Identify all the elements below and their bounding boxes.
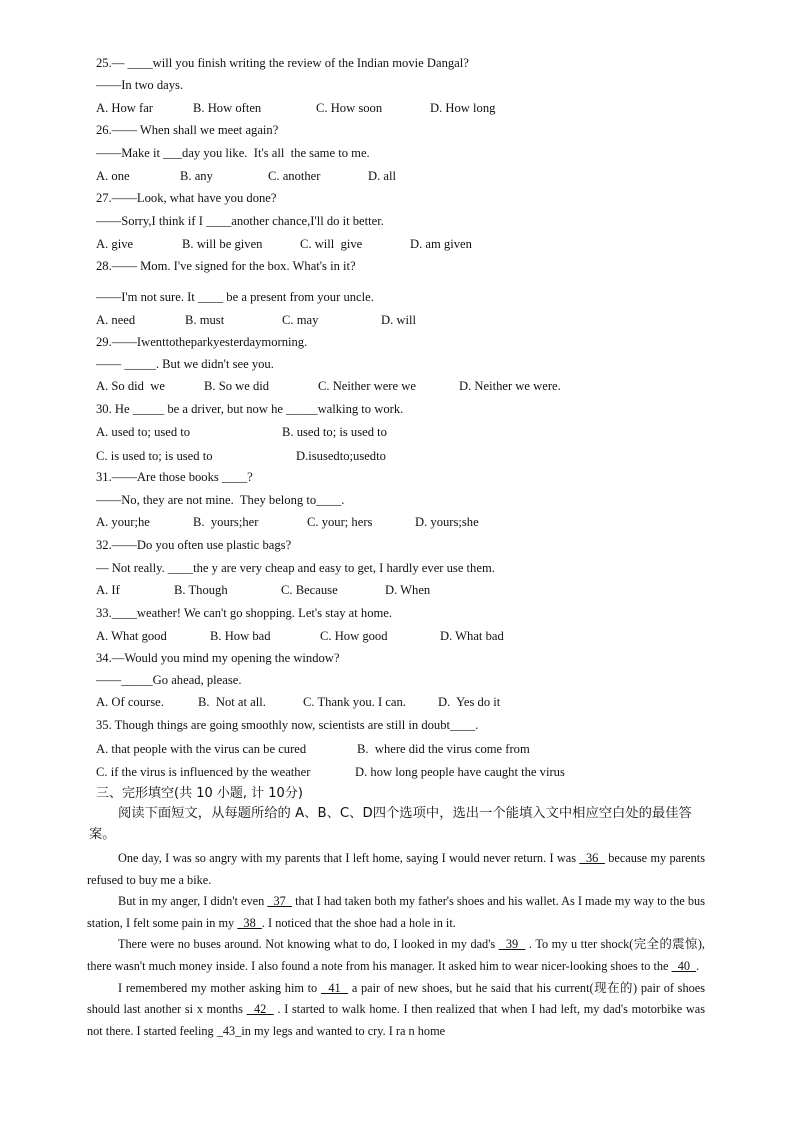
q30-option-b: B. used to; is used to: [282, 425, 387, 439]
section-heading: 三、完形填空(共 10 小题, 计 10分): [96, 786, 303, 801]
q31-stem: 31.——Are those books ____?: [96, 470, 253, 484]
q27-option-d: D. am given: [410, 237, 472, 251]
q30-option-c: C. is used to; is used to: [96, 449, 213, 463]
paragraph-text: .: [696, 958, 700, 973]
q33-stem: 33.____weather! We can't go shopping. Let's stay at home.: [96, 606, 393, 620]
q25-option-a: A. How far: [96, 101, 154, 115]
q35-option-b: B. where did the virus come from: [357, 742, 530, 756]
paragraph-text: . I started to walk home. I then realized that when I had left, my dad's motorbike was not there. I started feeling _43_in my legs and wanted to cry. I ra n home: [87, 1002, 706, 1038]
paragraph-text: . I noticed that the shoe had a hole in it.: [261, 915, 456, 930]
q25-reply: ——In two days.: [96, 78, 184, 92]
q30-stem: 30. He _____ be a driver, but now he _____walking to work.: [96, 402, 404, 416]
passage-paragraph-1: [87, 848, 705, 891]
q35-option-a: A. that people with the virus can be cured: [96, 742, 307, 756]
q25-stem: 25.— ____will you finish writing the review of the Indian movie Dangal?: [96, 56, 469, 70]
q26-option-c: C. another: [268, 169, 321, 183]
paragraph-text: I remembered my mother asking him to: [118, 980, 321, 995]
cloze-passage: [87, 848, 705, 1042]
q25-option-c: C. How soon: [316, 101, 383, 115]
q29-stem: 29.——Iwenttotheparkyesterdaymorning.: [96, 335, 308, 349]
q33-option-a: A. What good: [96, 629, 167, 643]
q25-option-d: D. How long: [430, 101, 496, 115]
q34-stem: 34.—Would you mind my opening the window?: [96, 651, 340, 665]
q29-option-b: B. So we did: [204, 379, 270, 393]
q26-reply: ——Make it ___day you like. It's all the same to me.: [96, 146, 370, 160]
q28-option-c: C. may: [282, 313, 319, 327]
q31-option-b: B. yours;her: [193, 515, 259, 529]
q29-option-a: A. So did we: [96, 379, 165, 393]
paragraph-text: One day, I was so angry with my parents that I left home, saying I would never return. I was: [118, 851, 580, 865]
blank-41[interactable]: 41: [320, 980, 349, 995]
q32-option-c: C. Because: [281, 583, 338, 597]
paragraph-text: because my parents refused to buy me a bike.: [87, 851, 705, 887]
blank-39[interactable]: 39: [498, 937, 526, 952]
q30-option-a: A. used to; used to: [96, 425, 191, 439]
q27-option-a: A. give: [96, 237, 134, 251]
q29-option-c: C. Neither were we: [318, 379, 416, 393]
section-instructions: 阅读下面短文，从每题所给的 A、B、C、D四个选项中，选出一个能填入文中相应空白处的最佳答案。: [89, 806, 692, 842]
q35-stem: 35. Though things are going smoothly now, scientists are still in doubt____.: [96, 718, 479, 732]
paragraph-text: . To my u tter shock(完全的震惊), there wasn't much money inside. I also found a note from his manager. It asked him to wear nicer-looking shoes to the: [87, 937, 705, 973]
passage-paragraph-2: [87, 891, 705, 934]
q34-option-d: D. Yes do it: [438, 695, 501, 709]
q28-option-b: B. must: [185, 313, 225, 327]
q29-option-d: D. Neither we were.: [459, 379, 561, 393]
q28-stem: 28.—— Mom. I've signed for the box. What's in it?: [96, 259, 356, 273]
q26-option-d: D. all: [368, 169, 396, 183]
q25-option-b: B. How often: [193, 101, 262, 115]
blank-36[interactable]: 36: [579, 851, 605, 865]
q31-reply: ——No, they are not mine. They belong to____.: [96, 493, 345, 507]
blank-38[interactable]: 38: [237, 915, 262, 930]
passage-paragraph-3: [87, 934, 705, 977]
q34-reply: ——_____Go ahead, please.: [96, 673, 242, 687]
q33-option-d: D. What bad: [440, 629, 504, 643]
q32-option-d: D. When: [385, 583, 431, 597]
q26-option-a: A. one: [96, 169, 130, 183]
q34-option-b: B. Not at all.: [198, 695, 266, 709]
passage-paragraph-4: [87, 978, 705, 1043]
q30-option-d: D.isusedto;usedto: [296, 449, 386, 463]
q35-option-d: D. how long people have caught the virus: [355, 765, 565, 779]
blank-40[interactable]: 40: [671, 958, 697, 973]
q33-option-b: B. How bad: [210, 629, 271, 643]
q29-reply: —— _____. But we didn't see you.: [96, 357, 274, 371]
q32-stem: 32.——Do you often use plastic bags?: [96, 538, 292, 552]
q32-reply: — Not really. ____the y are very cheap and easy to get, I hardly ever use them.: [96, 561, 495, 575]
q35-option-c: C. if the virus is influenced by the weather: [96, 765, 311, 779]
q34-option-a: A. Of course.: [96, 695, 164, 709]
q33-option-c: C. How good: [320, 629, 388, 643]
q28-option-d: D. will: [381, 313, 416, 327]
q32-option-a: A. If: [96, 583, 120, 597]
q27-reply: ——Sorry,I think if I ____another chance,I'll do it better.: [96, 214, 384, 228]
q26-stem: 26.—— When shall we meet again?: [96, 123, 279, 137]
q26-option-b: B. any: [180, 169, 213, 183]
q27-stem: 27.——Look, what have you done?: [96, 191, 277, 205]
q34-option-c: C. Thank you. I can.: [303, 695, 406, 709]
q27-option-c: C. will give: [300, 237, 363, 251]
q28-reply: ——I'm not sure. It ____ be a present from your uncle.: [96, 290, 374, 304]
q31-option-c: C. your; hers: [307, 515, 373, 529]
q31-option-d: D. yours;she: [415, 515, 479, 529]
q27-option-b: B. will be given: [182, 237, 263, 251]
blank-42[interactable]: 42: [246, 1002, 274, 1017]
paragraph-text: that I had taken both my father's shoes and his wallet. As I made my way to the bus station, I felt some pain in my: [87, 894, 705, 930]
q32-option-b: B. Though: [174, 583, 228, 597]
paragraph-text: There were no buses around. Not knowing what to do, I looked in my dad's: [118, 937, 499, 952]
paragraph-text: a pair of new shoes, but he said that his current(现在的) pair of shoes should last another si x months: [87, 980, 706, 1017]
paragraph-text: But in my anger, I didn't even: [118, 894, 268, 909]
q31-option-a: A. your;he: [96, 515, 150, 529]
q28-option-a: A. need: [96, 313, 136, 327]
blank-37[interactable]: 37: [267, 894, 293, 909]
